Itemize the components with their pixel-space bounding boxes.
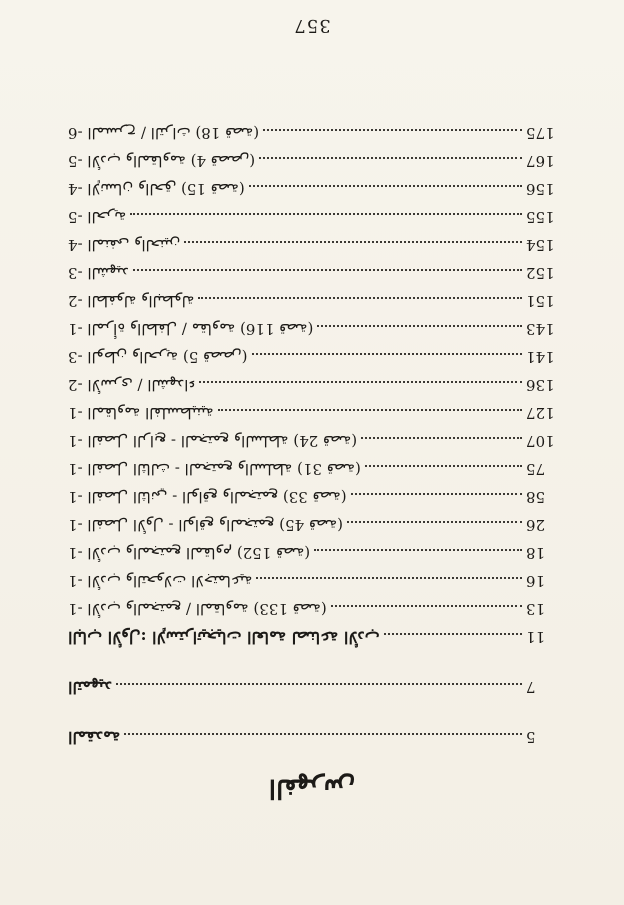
toc-entry-page: 175	[526, 124, 555, 142]
toc-entry-title: 6- المسرح / التراث (18 قصة)	[68, 124, 260, 142]
toc-entry-title: 1- الأدب والتحولات الاجتماعية	[68, 572, 253, 590]
toc-entry	[64, 124, 556, 146]
toc-entry-page: 58	[526, 488, 546, 506]
toc-entry-page: 26	[526, 516, 546, 534]
dot-leader	[361, 437, 522, 439]
dot-leader	[314, 549, 522, 551]
toc-entry-title: 3- الشهيد	[68, 264, 129, 282]
dot-leader	[199, 381, 522, 383]
toc-entry-page: 107	[526, 432, 555, 450]
dot-leader	[365, 465, 522, 467]
dot-leader	[263, 129, 522, 131]
toc-entry-title: التمهيد	[68, 678, 112, 697]
toc-entry-page: 7	[526, 678, 536, 696]
toc-entry	[64, 236, 556, 258]
dot-leader	[252, 353, 522, 355]
toc-entry	[64, 376, 556, 398]
dot-leader	[116, 683, 522, 685]
toc-entry	[64, 432, 556, 454]
toc-entry-title: 1- الفصل الثاني - الواقع والمجتمع (33 قصة)	[68, 488, 347, 506]
toc-entry-page: 151	[526, 292, 555, 310]
toc-entry	[64, 208, 556, 230]
dot-leader	[347, 521, 522, 523]
toc-entry-title: 5- الحرية	[68, 208, 127, 226]
dot-leader	[317, 325, 522, 327]
section-heading: الفهرس	[268, 773, 356, 803]
toc-entry-title: 4- المنفى والحنين	[68, 236, 181, 254]
toc-entry	[64, 152, 556, 174]
toc-entry	[64, 460, 556, 482]
toc-entry-page: 154	[526, 236, 555, 254]
toc-entry-page: 167	[526, 152, 555, 170]
toc-entry-title: 1- الأدب والمجتمع / المقاومة (133 قصة)	[68, 600, 327, 618]
page-number: 357	[293, 15, 331, 36]
toc-entry	[64, 572, 556, 594]
toc-entry-title: 5- الأدب والمقاومة (4 قصص)	[68, 152, 256, 170]
dot-leader	[331, 605, 522, 607]
toc-entry	[64, 320, 556, 342]
toc-entry-page: 18	[526, 544, 546, 562]
dot-leader	[351, 493, 522, 495]
dot-leader	[133, 269, 522, 271]
dot-leader	[259, 157, 522, 159]
toc-entry-page: 156	[526, 180, 555, 198]
toc-entry-page: 11	[526, 628, 546, 646]
toc-entry-title: 1- الفصل الرابع - المجتمع والسلطة (24 قصة)	[68, 432, 358, 450]
toc-entry-page: 152	[526, 264, 555, 282]
toc-entry-page: 75	[526, 460, 546, 478]
toc-entry-title: الباب الأول: الإستراتيجيات العامة لصناعة الأدب	[68, 628, 380, 647]
toc-entry	[64, 348, 556, 370]
toc-entry	[64, 728, 556, 750]
toc-entry	[64, 264, 556, 286]
toc-entry	[64, 600, 556, 622]
dot-leader	[184, 241, 522, 243]
toc-entry	[64, 544, 556, 566]
toc-entry	[64, 180, 556, 202]
dot-leader	[256, 577, 522, 579]
toc-entry-page: 136	[526, 376, 555, 394]
toc-entry-title: 1- الفصل الأول - الواقع والمجتمع (45 قصة)	[68, 516, 343, 534]
toc-entry-title: 4- الإنسان والحق (15 قصة)	[68, 180, 245, 198]
toc-entry-title: 1- الفصل الثالث - المجتمع والسلطة (31 قصة)	[68, 460, 361, 478]
toc-entry	[64, 628, 556, 650]
toc-entry	[64, 488, 556, 510]
toc-entry	[64, 678, 556, 700]
toc-entry-title: 1- المقاومة الفلسطينية	[68, 404, 214, 422]
toc-entry-page: 16	[526, 572, 546, 590]
toc-entry-page: 127	[526, 404, 555, 422]
toc-entry-page: 141	[526, 348, 555, 366]
dot-leader	[124, 733, 522, 735]
toc-entry-title: 2- الطفولة والبطولة	[68, 292, 195, 310]
toc-entry-page: 155	[526, 208, 555, 226]
toc-entry-title: 3- الوطن والحرية (5 قصص)	[68, 348, 248, 366]
dot-leader	[384, 633, 522, 635]
toc-entry-page: 13	[526, 600, 546, 618]
dot-leader	[218, 409, 522, 411]
toc-entry-title: 1- المرأة والطفل / مقاومة (116 قصة)	[68, 320, 314, 338]
toc-entry-page: 5	[526, 728, 536, 746]
dot-leader	[249, 185, 522, 187]
toc-entry-title: المقدمة	[68, 728, 121, 747]
toc-entry	[64, 516, 556, 538]
dot-leader	[198, 297, 522, 299]
toc-entry	[64, 404, 556, 426]
toc-entry-title: 2- الأسرى / الشهداء	[68, 376, 196, 394]
dot-leader	[130, 213, 522, 215]
toc-entry-title: 1- الأدب والمجتمع المقاوم (152 قصة)	[68, 544, 311, 562]
toc-entry	[64, 292, 556, 314]
toc-entry-page: 143	[526, 320, 555, 338]
